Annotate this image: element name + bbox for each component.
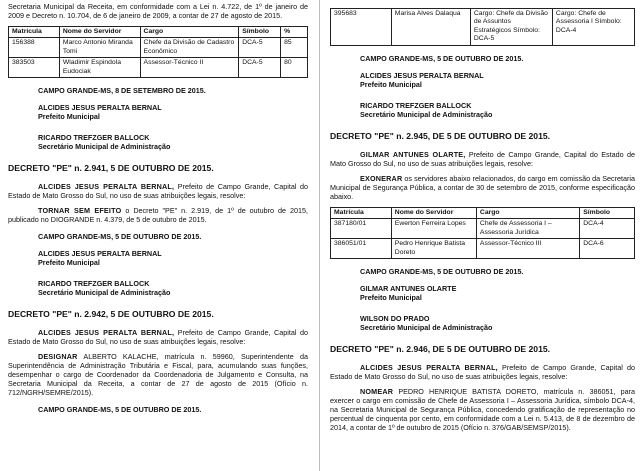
- table-row: [331, 9, 635, 46]
- date-line: CAMPO GRANDE-MS, 5 DE OUTUBRO DE 2015.: [38, 232, 202, 242]
- action-verb: DESIGNAR: [38, 351, 78, 361]
- date-line: CAMPO GRANDE-MS, 5 DE OUTUBRO DE 2015.: [360, 267, 524, 277]
- cell: 156388: [9, 38, 60, 58]
- cell: Wladimir Espindola Eudociak: [59, 58, 140, 78]
- date-line: CAMPO GRANDE-MS, 5 DE OUTUBRO DE 2015.: [360, 53, 524, 63]
- cell: DCA-4: [580, 219, 635, 239]
- cell: Cargo: Chefe da Divisão de Assuntos Estratégicos Símbolo: DCA-5: [470, 9, 552, 46]
- decree-title: DECRETO "PE" n. 2.946, DE 5 DE OUTUBRO DE 2015.: [330, 344, 551, 355]
- cell: 383503: [9, 58, 60, 78]
- table-row: [9, 38, 308, 58]
- servidores-table-1: [8, 26, 308, 78]
- decree-title: DECRETO "PE" n. 2.941, 5 DE OUTUBRO DE 2015.: [8, 163, 214, 174]
- cell: DCA-5: [239, 58, 281, 78]
- signatory-name: ALCIDES JESUS PERALTA BERNAL: [38, 249, 162, 259]
- cell: 80: [281, 58, 308, 78]
- cell: Assessor-Técnico III: [476, 239, 579, 259]
- col-cargo: Cargo: [140, 27, 239, 38]
- signatory-role: Secretário Municipal de Administração: [360, 109, 493, 119]
- servidores-table-top: [330, 8, 635, 46]
- signatory-name: ALCIDES JESUS PERALTA BERNAL: [360, 70, 484, 80]
- signatory-name: RICARDO TREFZGER BALLOCK: [38, 279, 150, 289]
- cell: DCA-5: [239, 38, 281, 58]
- signatory-name: GILMAR ANTUNES OLARTE: [360, 284, 457, 294]
- cell: Marisa Alves Dalaqua: [391, 9, 470, 46]
- intro-paragraph: Secretaria Municipal da Receita, em conformidade com a Lei n. 4.722, de 1º de janeiro de 2009 e Decreto n. 10.704, de 6 de janeiro de 2009, a contar de 27 de agosto de 2015.: [8, 2, 308, 20]
- date-line: CAMPO GRANDE-MS, 5 DE OUTUBRO DE 2015.: [38, 404, 202, 414]
- action-verb: NOMEAR: [360, 386, 394, 396]
- col-matricula: Matrícula: [9, 27, 60, 38]
- decree-preamble: [330, 150, 635, 168]
- signatory-role: Secretário Municipal de Administração: [360, 323, 493, 333]
- table-row: [9, 58, 308, 78]
- decree-preamble: [8, 328, 308, 346]
- decree-resolution: [8, 206, 308, 224]
- cell: Cargo: Chefe de Assessoria I Símbolo: DCA-4: [552, 9, 634, 46]
- signatory-role: Prefeito Municipal: [38, 258, 100, 268]
- decree-preamble: [8, 182, 308, 200]
- col-nome: Nome do Servidor: [391, 207, 476, 218]
- signatory-name: WILSON DO PRADO: [360, 314, 430, 324]
- signatory-role: Prefeito Municipal: [360, 79, 422, 89]
- table-row: [331, 239, 635, 259]
- cell: 386051/01: [331, 239, 392, 259]
- cell: DCA-6: [580, 239, 635, 259]
- cell: Chefe de Assessoria I – Assessoria Jurídica: [476, 219, 579, 239]
- action-text: o Decreto "PE" n. 2.919, de 1º de outubro de 2015, publicado no DIOGRANDE n. 4.379, de 5 de outubro de 2015.: [8, 206, 308, 225]
- decree-resolution: [330, 387, 635, 432]
- servidores-table-2: [330, 207, 635, 259]
- col-nome: Nome do Servidor: [59, 27, 140, 38]
- signatory-role: Prefeito Municipal: [360, 293, 422, 303]
- col-simbolo: Símbolo: [580, 207, 635, 218]
- table-header-row: [9, 27, 308, 38]
- signatory-name: ALCIDES JESUS PERALTA BERNAL: [38, 103, 162, 113]
- action-verb: EXONERAR: [360, 173, 403, 183]
- preamble-name: GILMAR ANTUNES OLARTE,: [360, 149, 466, 159]
- signatory-role: Secretário Municipal de Administração: [38, 142, 171, 152]
- col-simbolo: Símbolo: [239, 27, 281, 38]
- decree-title: DECRETO "PE" n. 2.945, DE 5 DE OUTUBRO DE 2015.: [330, 130, 551, 141]
- action-text: PEDRO HENRIQUE BATISTA DORETO, matrícula n. 386051, para exercer o cargo em comissão de Chefe de Assessoria I – Assessoria Jurídica, símbolo DCA-4, na Secretaria Municipal de Segurança Pública, concedendo gratificação de representação no percentual de cinquenta por cento, em conformidade com a Lei n. 5.413, de 8 de dezembro de 2014, a contar de 1º de outubro de 2015 (Ofício n. 376/GAB/SEMSP/2015).: [330, 386, 635, 432]
- table-row: [331, 219, 635, 239]
- action-text: ALBERTO KALACHE, matrícula n. 59960, Superintendente da Superintendência de Administração Tributária e Fiscal, para, acumulando suas funções, desempenhar o cargo de Coordenador da Coordenadoria de Julgamento e Consulta, na Secretaria Municipal da Receita, a contar de 27 de agosto de 2015 (Ofício n. 712/NGRH/SEMRE/2015).: [8, 351, 308, 397]
- action-verb: TORNAR SEM EFEITO: [38, 206, 122, 216]
- col-cargo: Cargo: [476, 207, 579, 218]
- cell: Marco Antonio Miranda Tomi: [59, 38, 140, 58]
- date-line: CAMPO GRANDE-MS, 8 DE SETEMBRO DE 2015.: [38, 86, 206, 96]
- cell: Ewerton Ferreira Lopes: [391, 219, 476, 239]
- decree-preamble: [330, 363, 635, 381]
- preamble-name: ALCIDES JESUS PERALTA BERNAL,: [38, 327, 175, 337]
- right-column: [330, 0, 635, 438]
- action-text: os servidores abaixo relacionados, do cargo em comissão da Secretaria Municipal de Segurança Pública, a contar de 30 de setembro de 2015, conforme especificação abaixo.: [330, 173, 635, 201]
- signatory-name: RICARDO TREFZGER BALLOCK: [360, 100, 472, 110]
- col-percent: %: [281, 27, 308, 38]
- signatory-name: RICARDO TREFZGER BALLOCK: [38, 133, 150, 143]
- decree-title: DECRETO "PE" n. 2.942, 5 DE OUTUBRO DE 2015.: [8, 309, 214, 320]
- signatory-role: Prefeito Municipal: [38, 112, 100, 122]
- preamble-name: ALCIDES JESUS PERALTA BERNAL,: [38, 182, 175, 192]
- preamble-name: ALCIDES JESUS PERALTA BERNAL,: [360, 362, 498, 372]
- left-column: [8, 0, 308, 422]
- cell: Chefe da Divisão de Cadastro Econômico: [140, 38, 239, 58]
- cell: Pedro Henrique Batista Doreto: [391, 239, 476, 259]
- column-divider: [319, 0, 320, 471]
- cell: 387180/01: [331, 219, 392, 239]
- decree-resolution: [8, 352, 308, 397]
- decree-resolution: [330, 174, 635, 201]
- col-matricula: Matrícula: [331, 207, 392, 218]
- signatory-role: Secretário Municipal de Administração: [38, 288, 171, 298]
- preamble-text: Prefeito de Campo Grande, Capital do Estado de Mato Grosso do Sul, no uso de suas atribuições legais, resolve:: [8, 182, 308, 201]
- preamble-text: Prefeito de Campo Grande, Capital do Estado de Mato Grosso do Sul, no uso de suas atribuições legais, resolve:: [330, 362, 635, 381]
- cell: 85: [281, 38, 308, 58]
- table-header-row: [331, 207, 635, 218]
- preamble-text: Prefeito de Campo Grande, Capital do Estado de Mato Grosso do Sul, no uso de suas atribuições legais, resolve:: [8, 327, 308, 346]
- cell: Assessor-Técnico II: [140, 58, 239, 78]
- preamble-text: Prefeito de Campo Grande, Capital do Estado de Mato Grosso do Sul, no uso de suas atribuições legais, resolve:: [330, 149, 635, 168]
- cell: 395683: [331, 9, 392, 46]
